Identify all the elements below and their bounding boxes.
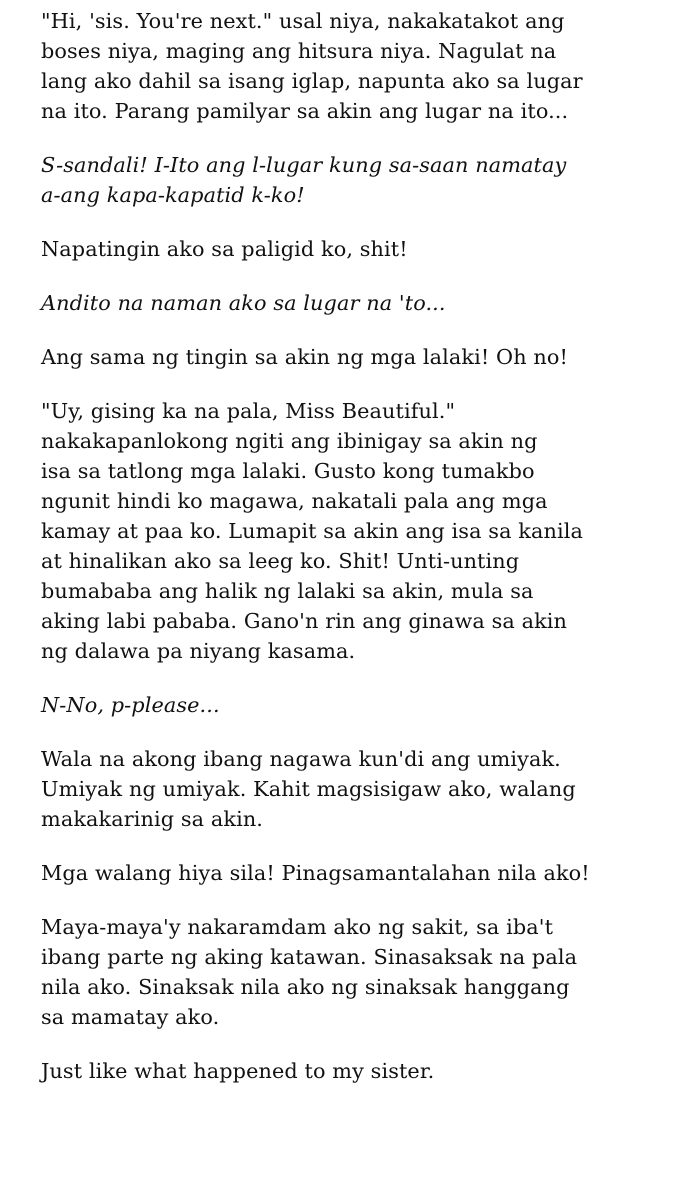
paragraph: Mga walang hiya sila! Pinagsamantalahan nila ako!	[41, 861, 590, 885]
paragraph: Wala na akong ibang nagawa kun'di ang umiyak. Umiyak ng umiyak. Kahit magsisigaw ako, walang makakarinig sa akin.	[41, 747, 576, 831]
paragraph-italic: N-No, p-please...	[41, 693, 220, 717]
paragraph: "Uy, gising ka na pala, Miss Beautiful." nakakapanlokong ngiti ang ibinigay sa akin ng isa sa tatlong mga lalaki. Gusto kong tumakbo ngunit hindi ko magawa, nakatali pala ang mga kamay at paa ko. Lumapit sa akin ang isa sa kanila at hinalikan ako sa leeg ko. Shit! Unti-unting bumababa ang halik ng lalaki sa akin, mula sa aking labi pababa. Gano'n rin ang ginawa sa akin ng dalawa pa niyang kasama.	[41, 399, 583, 663]
paragraph-italic: Andito na naman ako sa lugar na 'to...	[41, 291, 446, 315]
paragraph: Ang sama ng tingin sa akin ng mga lalaki! Oh no!	[41, 345, 568, 369]
paragraph: Napatingin ako sa paligid ko, shit!	[41, 237, 408, 261]
paragraph: Just like what happened to my sister.	[41, 1059, 435, 1083]
paragraph: "Hi, 'sis. You're next." usal niya, nakakatakot ang boses niya, maging ang hitsura niya. Nagulat na lang ako dahil sa isang iglap, napunta ako sa lugar na ito. Parang pamilyar sa akin ang lugar na ito...	[41, 9, 583, 123]
paragraph: Maya-maya'y nakaramdam ako ng sakit, sa iba't ibang parte ng aking katawan. Sinasaksak na pala nila ako. Sinaksak nila ako ng sinaksak hanggang sa mamatay ako.	[41, 915, 578, 1029]
paragraph-italic: S-sandali! I-Ito ang l-lugar kung sa-saan namatay a-ang kapa-kapatid k-ko!	[41, 153, 567, 207]
